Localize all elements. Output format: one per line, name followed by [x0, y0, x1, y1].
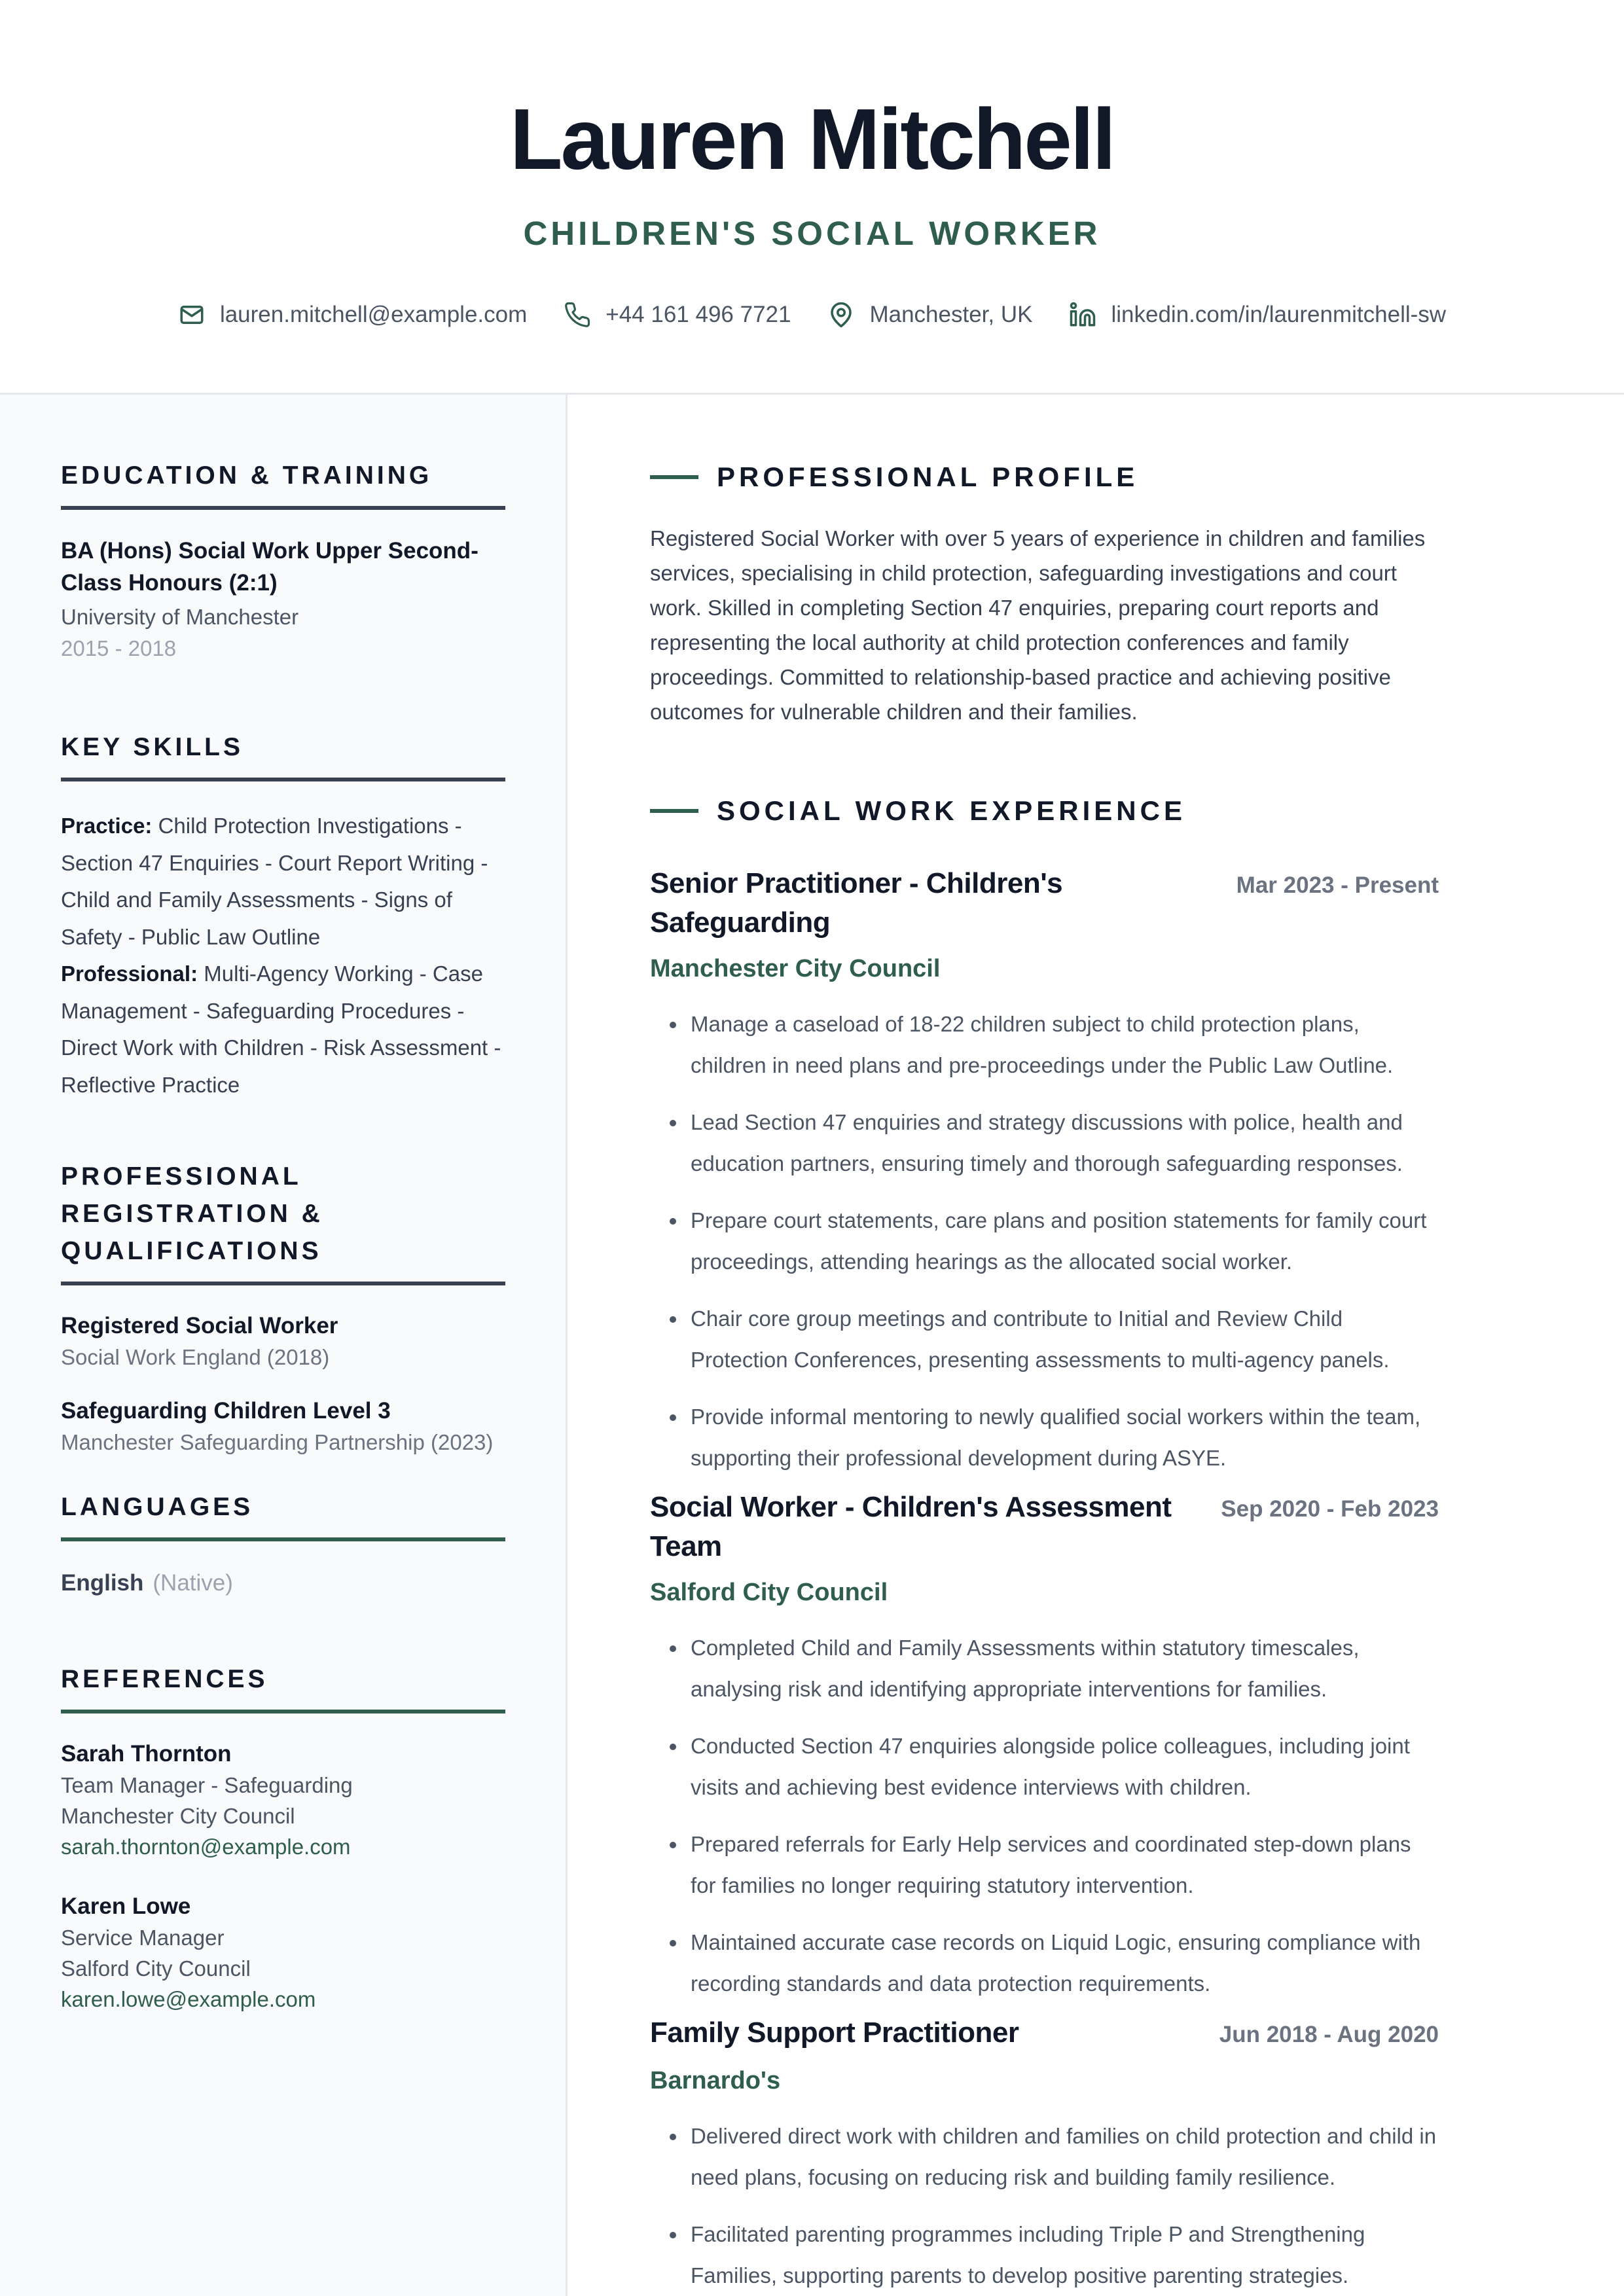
contact-linkedin[interactable] — [1069, 298, 1446, 332]
skill-group-text: Multi-Agency Working - Case Management - Safeguarding Procedures - Direct Work with Children - Risk Assessment - Reflective Practice — [61, 961, 501, 1097]
resume-header — [0, 0, 1624, 395]
experience-heading — [650, 791, 1186, 831]
job-organisation: Barnardo's — [650, 2067, 781, 2094]
location-text: Manchester, UK — [869, 302, 1033, 327]
phone-icon — [564, 301, 591, 329]
job-dates: Jun 2018 - Aug 2020 — [1219, 2022, 1439, 2047]
section-heading: PROFESSIONAL PROFILE — [717, 461, 1139, 492]
bullet-item: Conducted Section 47 enquiries alongside police colleagues, including joint visits and achieving best evidence interviews with children. — [650, 1726, 1439, 1808]
section-heading: REFERENCES — [61, 1665, 268, 1693]
job-organisation: Salford City Council — [650, 1579, 888, 1606]
section-heading: EDUCATION & TRAINING — [61, 461, 433, 490]
bullet-item: Facilitated parenting programmes including Triple P and Strengthening Families, supporting parents to develop positive parenting strategies. — [650, 2214, 1439, 2296]
references-section — [61, 1660, 505, 2015]
bullet-item: Delivered direct work with children and families on child protection and child in need plans, focusing on reducing risk and building family resilience. — [650, 2116, 1439, 2198]
reference-org: Manchester City Council — [61, 1804, 295, 1828]
section-divider — [61, 1282, 505, 1285]
location-pin-icon — [827, 301, 855, 329]
job-entry — [650, 2013, 1439, 2296]
reference-name: Karen Lowe — [61, 1893, 191, 1919]
job-dates: Mar 2023 - Present — [1236, 872, 1439, 898]
reference-item — [61, 1891, 505, 2015]
bullet-item: Manage a caseload of 18-22 children subject to child protection plans, children in need plans and pre-proceedings under the Public Law Outline. — [650, 1004, 1439, 1086]
bullet-item: Provide informal mentoring to newly qualified social workers within the team, supporting their professional development during ASYE. — [650, 1397, 1439, 1479]
bullet-item: Lead Section 47 enquiries and strategy discussions with police, health and education partners, ensuring timely and thorough safeguarding responses. — [650, 1102, 1439, 1184]
job-bullets — [650, 1628, 1439, 2004]
skill-group-text: Child Protection Investigations - Section 47 Enquiries - Court Report Writing - Child and Family Assessments - Signs of Safety - Public Law Outline — [61, 814, 488, 949]
section-heading: SOCIAL WORK EXPERIENCE — [717, 795, 1186, 826]
job-title: CHILDREN'S SOCIAL WORKER — [523, 215, 1101, 252]
reference-name: Sarah Thornton — [61, 1741, 232, 1767]
contact-bar — [0, 298, 1624, 332]
job-bullets — [650, 2116, 1439, 2296]
linkedin-text: linkedin.com/in/laurenmitchell-sw — [1111, 302, 1447, 327]
section-heading: LANGUAGES — [61, 1493, 254, 1521]
job-dates: Sep 2020 - Feb 2023 — [1221, 1496, 1439, 1522]
skills-list — [61, 808, 505, 1103]
skill-group-professional — [61, 956, 505, 1103]
reference-email[interactable]: karen.lowe@example.com — [61, 1987, 316, 2011]
section-divider — [61, 506, 505, 510]
school-name: University of Manchester — [61, 605, 299, 629]
job-bullets — [650, 1004, 1439, 1479]
reference-item — [61, 1738, 505, 1862]
bullet-item: Chair core group meetings and contribute to Initial and Review Child Protection Conferences, presenting assessments to multi-agency panels. — [650, 1299, 1439, 1380]
qualification-item — [61, 1395, 505, 1458]
qualification-item — [61, 1310, 505, 1373]
skill-group-practice — [61, 808, 505, 956]
qualification-issuer: Manchester Safeguarding Partnership (2023) — [61, 1430, 494, 1454]
registration-section — [61, 1158, 505, 1458]
language-name: English — [61, 1570, 144, 1596]
email-text: lauren.mitchell@example.com — [219, 302, 528, 327]
profile-summary: Registered Social Worker with over 5 years of experience in children and families services, specialising in child protection, safeguarding investigations and court work. Skilled in completing Section 47 enquiries, preparing court reports and representing the local authority at child protection conferences and family proceedings. Committed to relationship-based practice and achieving positive outcomes for vulnerable children and their families. — [650, 526, 1426, 724]
skill-group-label: Professional: — [61, 961, 198, 986]
section-divider — [61, 1710, 505, 1713]
qualification-issuer: Social Work England (2018) — [61, 1345, 330, 1369]
degree-title: BA (Hons) Social Work Upper Second-Class Honours (2:1) — [61, 538, 478, 596]
job-role: Senior Practitioner - Children's Safeguarding — [650, 867, 1063, 939]
section-divider — [61, 1537, 505, 1541]
bullet-item: Maintained accurate case records on Liquid Logic, ensuring compliance with recording standards and data protection requirements. — [650, 1922, 1439, 2004]
bullet-item: Prepared referrals for Early Help services and coordinated step-down plans for families no longer requiring statutory intervention. — [650, 1824, 1439, 1906]
contact-location — [827, 298, 1032, 332]
skills-section — [61, 728, 505, 1103]
skill-group-label: Practice: — [61, 814, 153, 838]
education-dates: 2015 - 2018 — [61, 636, 177, 660]
language-item — [61, 1568, 505, 1599]
phone-text: +44 161 496 7721 — [605, 302, 791, 327]
job-organisation: Manchester City Council — [650, 955, 941, 982]
qualification-title: Registered Social Worker — [61, 1313, 338, 1338]
heading-accent-bar — [650, 809, 698, 813]
heading-accent-bar — [650, 475, 698, 479]
linkedin-icon — [1069, 301, 1096, 329]
section-heading: KEY SKILLS — [61, 733, 244, 761]
sidebar — [0, 395, 568, 2296]
job-entry — [650, 1488, 1439, 2020]
languages-section — [61, 1488, 505, 1599]
section-divider — [61, 778, 505, 781]
section-heading: PROFESSIONAL REGISTRATION & QUALIFICATIONS — [61, 1162, 323, 1265]
bullet-item: Prepare court statements, care plans and position statements for family court proceedings, attending hearings as the allocated social worker. — [650, 1200, 1439, 1282]
reference-role: Team Manager - Safeguarding — [61, 1773, 353, 1797]
education-section — [61, 457, 505, 664]
language-level: (Native) — [153, 1570, 233, 1596]
reference-org: Salford City Council — [61, 1956, 251, 1981]
job-entry — [650, 864, 1439, 1495]
job-role: Family Support Practitioner — [650, 2017, 1019, 2049]
contact-phone[interactable] — [564, 298, 791, 332]
contact-email[interactable] — [178, 298, 527, 332]
candidate-name: Lauren Mitchell — [509, 91, 1115, 187]
reference-role: Service Manager — [61, 1926, 225, 1950]
main-content — [568, 395, 1624, 2296]
profile-heading — [650, 457, 1138, 497]
job-role: Social Worker - Children's Assessment Team — [650, 1491, 1172, 1562]
mail-icon — [178, 301, 206, 329]
reference-email[interactable]: sarah.thornton@example.com — [61, 1835, 351, 1859]
bullet-item: Completed Child and Family Assessments within statutory timescales, analysing risk and identifying appropriate interventions for families. — [650, 1628, 1439, 1710]
qualification-title: Safeguarding Children Level 3 — [61, 1398, 391, 1424]
